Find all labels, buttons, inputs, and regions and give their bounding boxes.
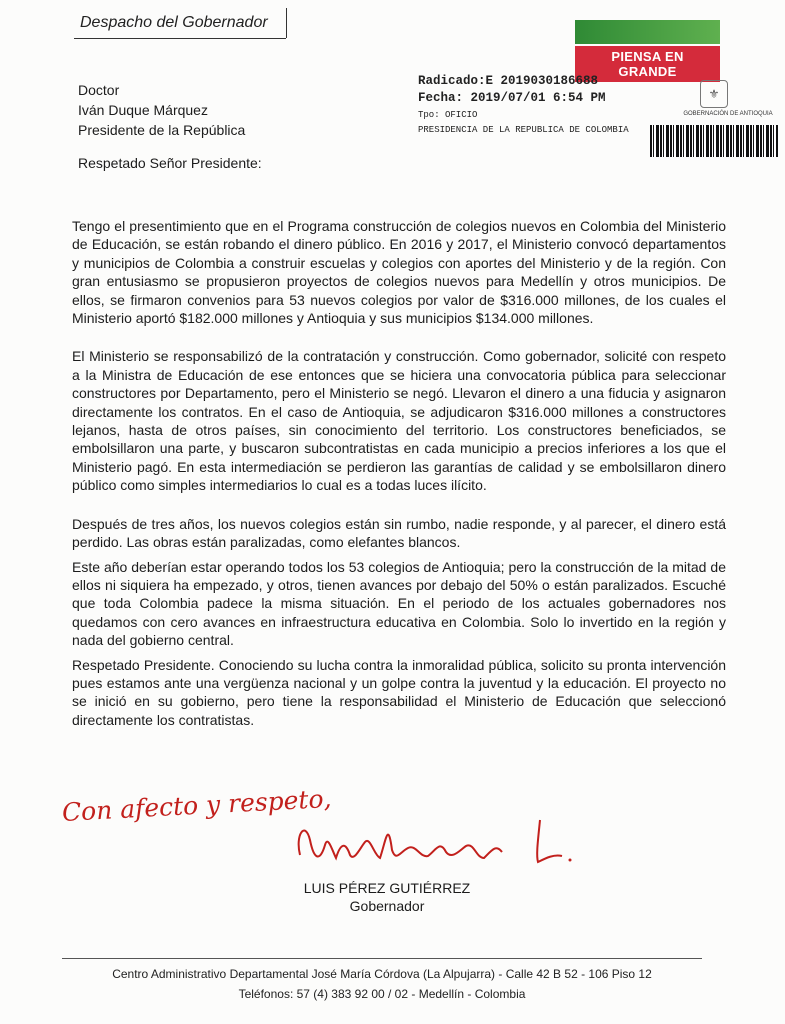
filing-stamp [418, 74, 683, 135]
handwritten-closing: Con afecto y respeto, [61, 783, 333, 827]
signature-stroke-2 [537, 820, 562, 862]
salutation: Respetado Señor Presidente: [78, 155, 262, 171]
stamp-tipo: Tpo: OFICIO [418, 110, 478, 120]
coat-of-arms-icon: ⚜ [700, 80, 728, 108]
brand-badge: PIENSA EN GRANDE [575, 46, 720, 82]
brand-logo [575, 20, 720, 82]
header-divider [286, 8, 287, 38]
paragraph-2: El Ministerio se responsabilizó de la contratación y construcción. Como gobernador, solicité con respeto a la Ministra de Educación de ese entonces que se hiciera una convocatoria pública para seleccionar constructores por Departamento, pero el Ministerio se negó. Llevaron el dinero a una fiducia y asignaron directamente los contratos. En el caso de Antioquia, se adjudicaron $316.000 millones a constructores lejanos, hasta de otros países, sin conocimiento del territorio. Los constructores beneficiados, se embolsillaron una parte, y buscaron subcontratistas en cada municipio a precios inferiores a los que el Ministerio pagó. En esta intermediación se perdieron las garantías de calidad y se embolsillaron dinero público como simples intermediarios lo cual es a todas luces ilícito. [72, 348, 726, 494]
footer-divider [62, 958, 702, 959]
paragraph-3: Después de tres años, los nuevos colegios están sin rumbo, nadie responde, y al parecer, el dinero está perdido. Las obras están paralizadas, como elefantes blancos. [72, 515, 726, 551]
stamp-destino: PRESIDENCIA DE LA REPUBLICA DE COLOMBIA [418, 125, 629, 135]
signature-dot [569, 859, 572, 862]
paragraph-1: Tengo el presentimiento que en el Programa construcción de colegios nuevos en Colombia del Ministerio de Educación, se están robando el dinero público. En 2016 y 2017, el Ministerio convocó departamentos y municipios de Colombia a construir escuelas y colegios con aportes del Ministerio y de la región. Con gran entusiasmo se propusieron proyectos de colegios nuevos para Medellín y otros municipios. De ellos, se firmaron convenios para 53 nuevos colegios por valor de $316.000 millones, de los cuales el Ministerio aportó $182.000 millones y Antioquia y sus municipios $134.000 millones. [72, 218, 726, 327]
signature [270, 800, 600, 880]
office-header: Despacho del Gobernador [80, 14, 268, 31]
crest-caption: GOBERNACIÓN DE ANTIOQUIA [683, 111, 773, 117]
header-underline [74, 38, 286, 39]
recipient-block [78, 80, 245, 140]
signer-role: Gobernador [349, 898, 425, 914]
recipient-position: Presidente de la República [78, 122, 246, 138]
signer-block [262, 880, 512, 914]
stamp-radicado: Radicado:E 2019030186688 [418, 74, 599, 88]
footer-address: Centro Administrativo Departamental José María Córdova (La Alpujarra) - Calle 42 B 52 - 106 Piso 12 [112, 967, 652, 981]
signature-stroke [299, 831, 502, 858]
brand-green-band [575, 20, 720, 44]
recipient-title: Doctor [78, 82, 120, 98]
letter-body [72, 217, 726, 749]
footer [62, 964, 702, 1004]
footer-phones: Teléfonos: 57 (4) 383 92 00 / 02 - Medellín - Colombia [238, 987, 526, 1001]
stamp-fecha: Fecha: 2019/07/01 6:54 PM [418, 91, 606, 105]
paragraph-4: Este año deberían estar operando todos los 53 colegios de Antioquia; pero la construcción de la mitad de ellos ni siquiera ha empezado, y otros, tienen avances por debajo del 50% o están paralizados. Escuché que toda Colombia padece la misma situación. En el periodo de los actuales gobernadores nos quedamos con cero avances en infraestructura educativa en Colombia. Solo lo invertido en la región y nada del gobierno central. [72, 558, 726, 649]
barcode [650, 125, 778, 157]
paragraph-5: Respetado Presidente. Conociendo su lucha contra la inmoralidad pública, solicito su pronta intervención pues estamos ante una vergüenza nacional y un golpe contra la juventud y la educación. El proyecto no se inició en su gobierno, pero tiene la responsabilidad el Ministerio de Educación que seleccionó directamente los contratistas. [72, 656, 726, 728]
signer-name: LUIS PÉREZ GUTIÉRREZ [303, 880, 471, 896]
recipient-name: Iván Duque Márquez [78, 102, 208, 118]
